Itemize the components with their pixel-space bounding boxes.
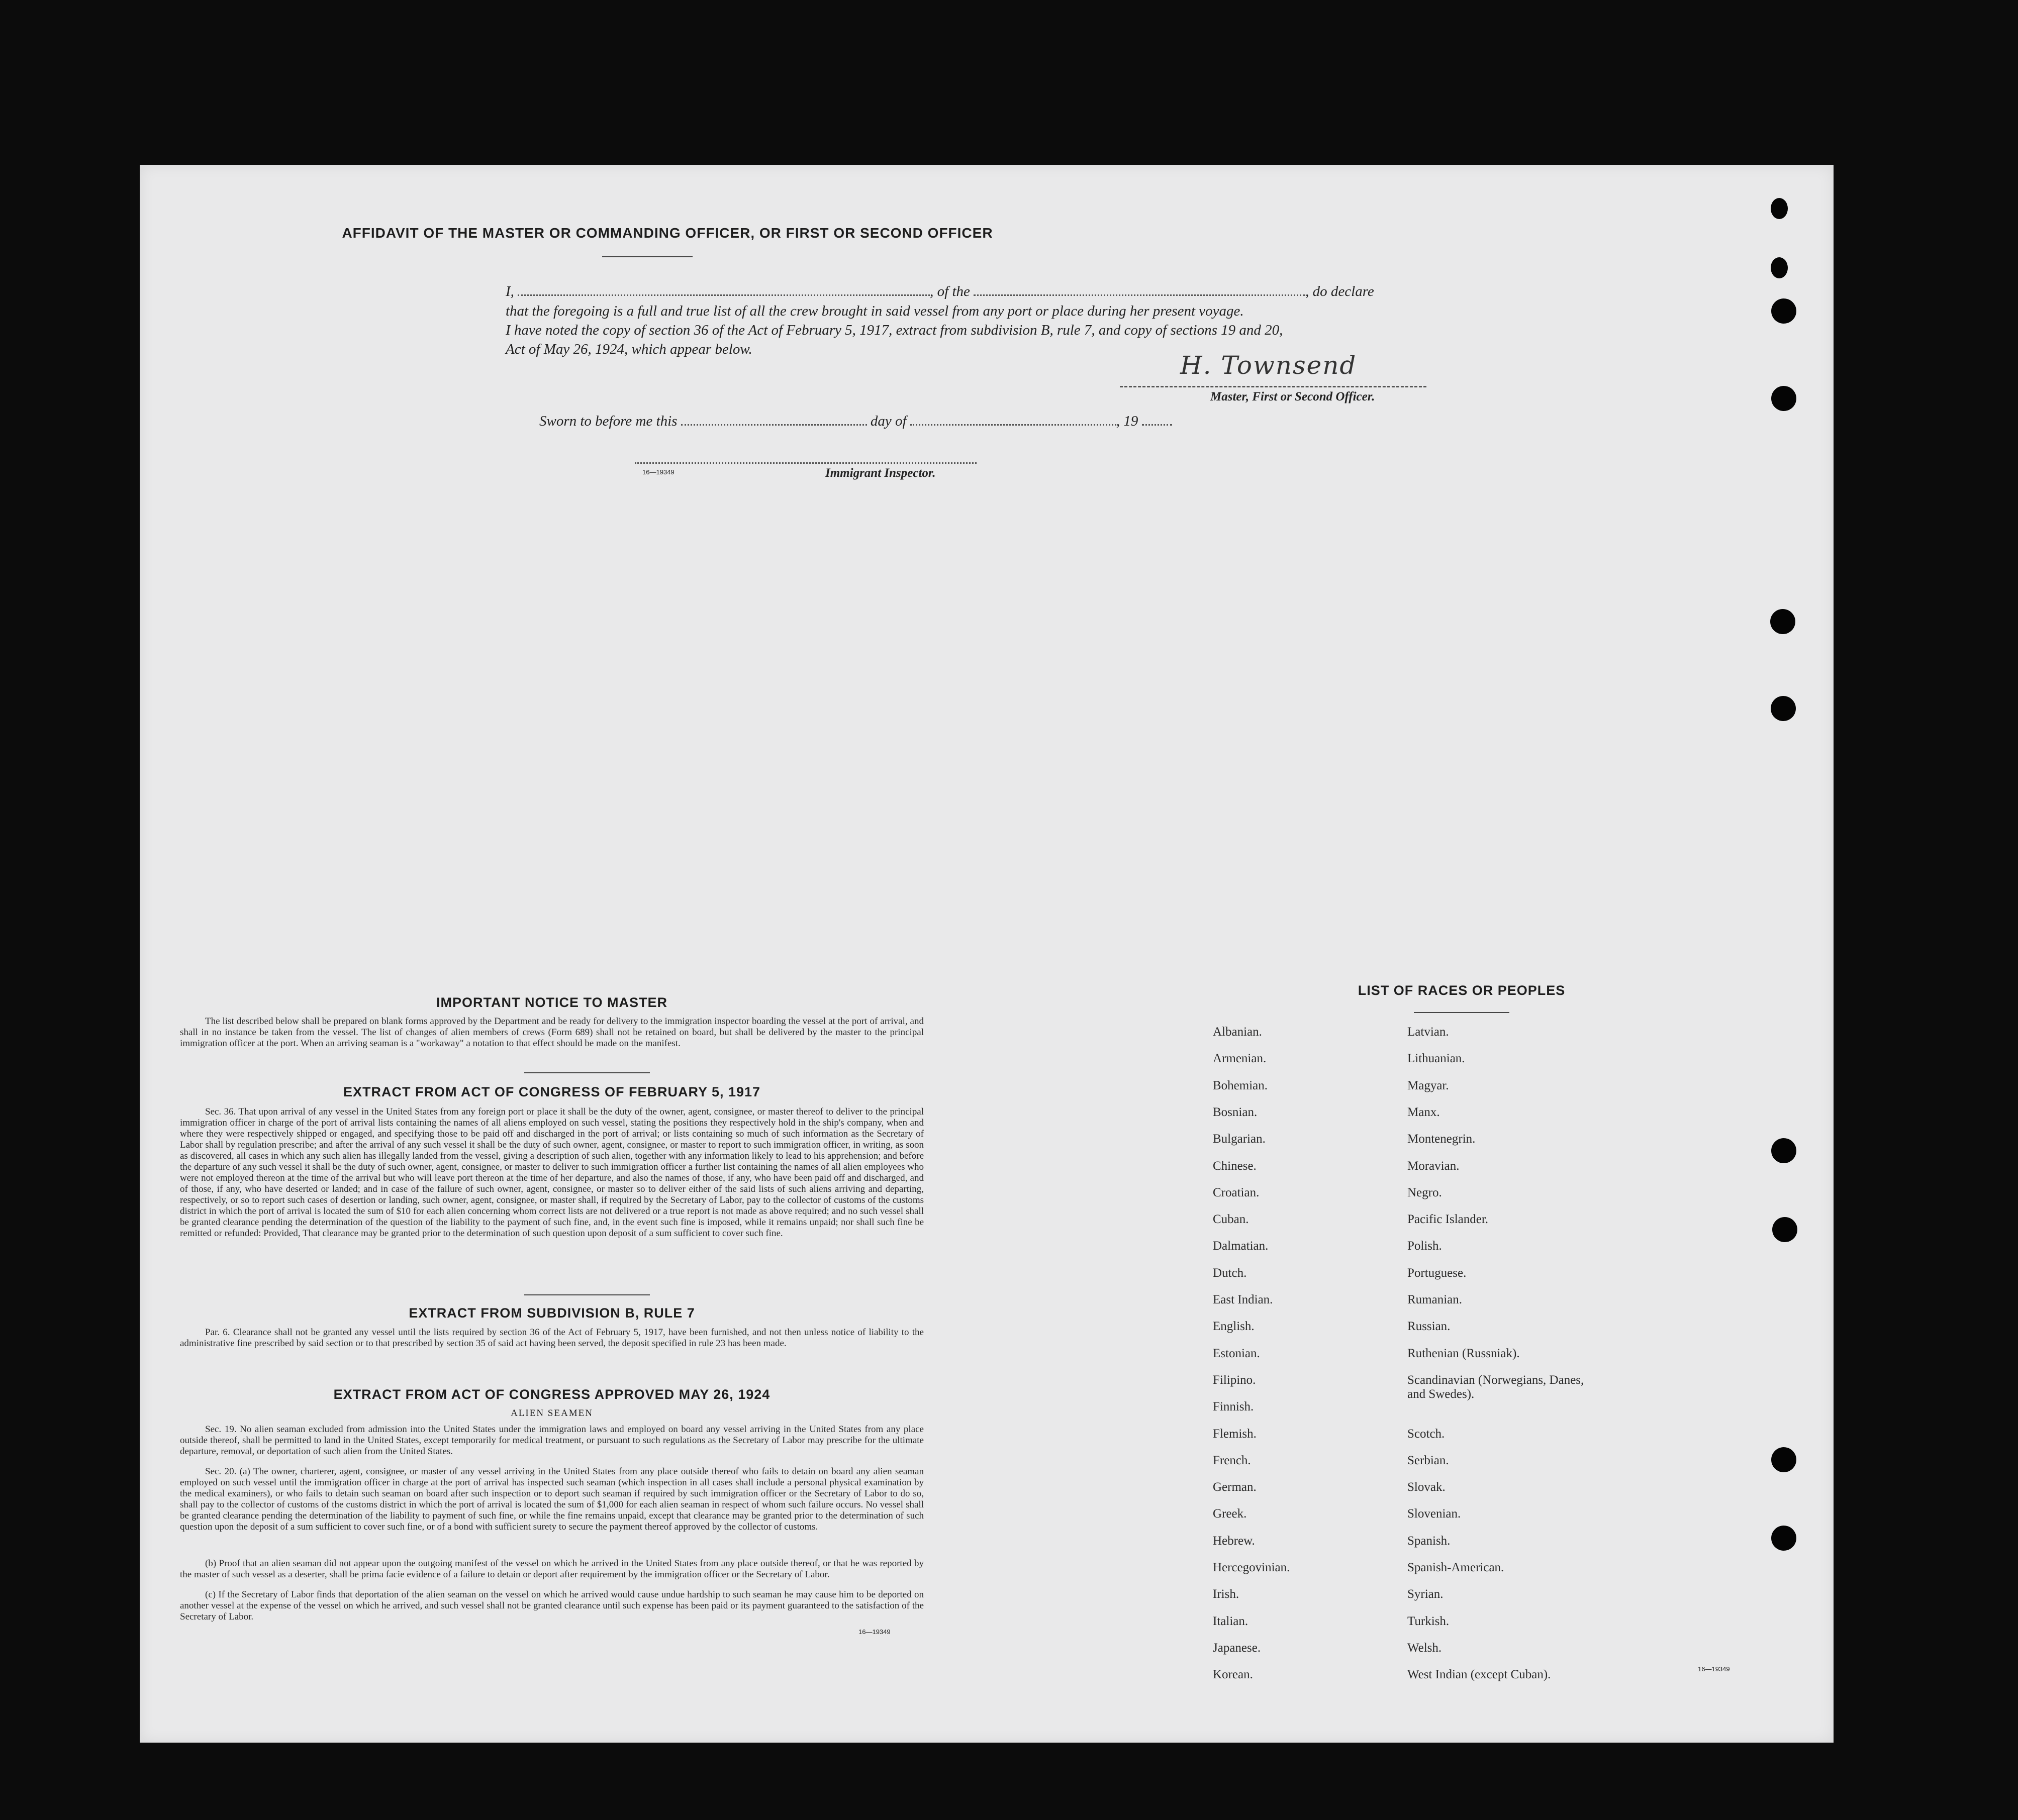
affidavit-form-number: 16—19349: [642, 468, 675, 476]
extract-rule7-body: Par. 6. Clearance shall not be granted any vessel until the lists required by section 36 of the Act of February 5, 1917, have been furnished, and not then unless notice of liability to the administrative fine prescribed by said section or to that prescribed by section 35 of said act having been served, the deposit specified in rule 23 has been made.: [180, 1327, 924, 1349]
affidavit-line1-of-the: , of the: [930, 283, 970, 299]
race-item: Slovak.: [1407, 1480, 1446, 1494]
race-item: Filipino.: [1213, 1373, 1256, 1387]
race-item: German.: [1213, 1480, 1257, 1494]
race-item: East Indian.: [1213, 1293, 1273, 1306]
extract-1924-form-number: 16—19349: [858, 1628, 891, 1636]
races-divider: [1414, 1012, 1509, 1013]
race-item: Irish.: [1213, 1587, 1239, 1601]
sworn-line: [539, 413, 1172, 430]
affidavit-line-2: that the foregoing is a full and true list of all the crew brought in said vessel from any port or place during her present voyage.: [506, 303, 1244, 319]
race-item: Korean.: [1213, 1668, 1253, 1682]
extract-1924-title: EXTRACT FROM ACT OF CONGRESS APPROVED MAY 26, 1924: [333, 1387, 771, 1402]
race-item: Slovenian.: [1407, 1507, 1461, 1521]
affidavit-line1-declare: , do declare: [1305, 283, 1374, 299]
race-item: Cuban.: [1213, 1212, 1249, 1227]
extract-1917-title: EXTRACT FROM ACT OF CONGRESS OF FEBRUARY 5, 1917: [343, 1084, 761, 1099]
affidavit-line-4: Act of May 26, 1924, which appear below.: [506, 341, 752, 357]
race-item: Spanish-American.: [1407, 1561, 1504, 1574]
affidavit-line-1: [506, 283, 1374, 300]
race-item: Estonian.: [1213, 1346, 1260, 1360]
race-item: Bosnian.: [1213, 1105, 1258, 1119]
race-item: Finnish.: [1213, 1400, 1254, 1414]
binder-hole: [1770, 609, 1795, 634]
race-item: Hercegovinian.: [1213, 1561, 1290, 1574]
master-signature: H. Townsend: [1180, 351, 1357, 380]
race-item: English.: [1213, 1320, 1255, 1334]
affidavit-line-3: I have noted the copy of section 36 of the Act of February 5, 1917, extract from subdivision B, rule 7, and copy of sections 19 and 20,: [506, 322, 1283, 338]
sec20c-body: (c) If the Secretary of Labor finds that deportation of the alien seaman on the vessel on which he arrived would cause undue hardship to such seaman he may cause him to be deported on another vessel at the expense of the vessel on which he arrived, and such vessel shall not be granted clearance until such expense has been paid or its payment guaranteed to the satisfaction of the Secretary of Labor.: [180, 1589, 924, 1622]
race-item: Armenian.: [1213, 1052, 1267, 1066]
race-item: Polish.: [1407, 1239, 1442, 1253]
races-title: LIST OF RACES OR PEOPLES: [1358, 983, 1566, 998]
binder-hole: [1771, 696, 1796, 721]
race-item: Turkish.: [1407, 1614, 1450, 1628]
sworn-year-prefix: , 19: [1116, 413, 1138, 429]
binder-hole: [1772, 1217, 1797, 1242]
race-item: Ruthenian (Russniak).: [1407, 1346, 1520, 1360]
race-item: West Indian (except Cuban).: [1407, 1668, 1551, 1682]
binder-hole: [1771, 298, 1796, 324]
officer-name-field[interactable]: [518, 294, 930, 296]
race-item: Spanish.: [1407, 1534, 1451, 1548]
binder-hole: [1771, 1138, 1796, 1163]
race-item: Russian.: [1407, 1320, 1451, 1334]
notice-title: IMPORTANT NOTICE TO MASTER: [436, 995, 667, 1010]
sec19-body: Sec. 19. No alien seaman excluded from admission into the United States under the immigration laws and employed on board any vessel arriving in the United States from any place outside thereof, shall be permitted to land in the United States, except temporarily for medical treatment, or pursuant to such regulations as the Secretary of Labor may prescribe for the ultimate departure, removal, or deportation of such alien from the United States.: [180, 1424, 924, 1457]
extract-1924-subtitle: ALIEN SEAMEN: [511, 1408, 593, 1419]
signature-caption: Master, First or Second Officer.: [1210, 390, 1375, 403]
affidavit-line1-i: I,: [506, 283, 514, 299]
race-item: Italian.: [1213, 1614, 1248, 1628]
sworn-month-field[interactable]: [910, 424, 1116, 426]
sworn-day-of: day of: [870, 413, 907, 429]
race-item: Greek.: [1213, 1507, 1247, 1521]
notice-divider: [524, 1072, 650, 1073]
binder-hole: [1771, 1447, 1796, 1472]
race-item: Moravian.: [1407, 1159, 1460, 1173]
race-item: French.: [1213, 1453, 1251, 1467]
sworn-day-field[interactable]: [681, 424, 867, 426]
race-item: Montenegrin.: [1407, 1132, 1476, 1146]
race-item: Bohemian.: [1213, 1078, 1268, 1092]
race-item: Rumanian.: [1407, 1293, 1463, 1306]
race-item: Latvian.: [1407, 1025, 1449, 1039]
race-item: Syrian.: [1407, 1587, 1444, 1601]
race-item: Scotch.: [1407, 1427, 1445, 1441]
affidavit-divider: [602, 256, 693, 257]
race-item: Lithuanian.: [1407, 1052, 1465, 1066]
race-item: Albanian.: [1213, 1025, 1262, 1039]
race-item: Japanese.: [1213, 1641, 1261, 1655]
race-item: Dalmatian.: [1213, 1239, 1269, 1253]
sworn-text: Sworn to before me this: [539, 413, 678, 429]
sec20a-body: Sec. 20. (a) The owner, charterer, agent, consignee, or master of any vessel arriving in the United States from any place outside thereof who fails to detain on board any alien seaman employed on such vessel until the immigration officer in charge at the port of arrival has inspected such seaman (which inspection in all cases shall include a personal physical examination by the medical examiners), or who fails to detain such seaman on board after such inspection or to deport such seaman if required by such immigration officer or the Secretary of Labor to do so, shall pay to the collector of customs of the customs district in which the port of arrival is located the sum of $1,000 for each alien seaman in respect of whom such failure occurs. No vessel shall be granted clearance pending the determination of the liability to payment of such fine, or while the fine remains unpaid, except that clearance may be granted prior to the determination of such question upon the deposit of a sum sufficient to cover such fine, or of a bond with sufficient surety to secure the payment thereof approved by the collector of customs.: [180, 1466, 924, 1532]
race-item: Flemish.: [1213, 1427, 1257, 1441]
sworn-year-field[interactable]: [1142, 424, 1172, 426]
binder-hole: [1771, 386, 1796, 411]
sec20b-body: (b) Proof that an alien seaman did not appear upon the outgoing manifest of the vessel on which he arrived in the United States from any place outside thereof, or that he was reported by the master of such vessel as a deserter, shall be prima facie evidence of a failure to detain or deport after requirement by the immigration officer or the Secretary of Labor.: [180, 1558, 924, 1580]
race-item: Pacific Islander.: [1407, 1212, 1489, 1227]
extract-rule7-title: EXTRACT FROM SUBDIVISION B, RULE 7: [409, 1305, 695, 1321]
extract-1917-body: Sec. 36. That upon arrival of any vessel in the United States from any foreign port or place it shall be the duty of the owner, agent, consignee, or master thereof to deliver to the principal immigration officer in charge of the port of arrival lists containing the names of all aliens employed on such vessel, stating the positions they respectively hold in the ship's company, when and where they were respectively shipped or engaged, and specifying those to be paid off and discharged in the port of arrival; or lists containing so much of such information as the Secretary of Labor shall by regulation prescribe; and after the arrival of any such vessel it shall be the duty of such owner, agent, consignee, or master to report to such immigration officer, in writing, as soon as discovered, all cases in which any such alien has illegally landed from the vessel, giving a description of such alien, together with any information likely to lead to his apprehension; and before the departure of any such vessel it shall be the duty of such owner, agent, consignee, or master to deliver to such immigration officer a further list containing the names of all alien employees who were not employed thereon at the time of the arrival but who will leave port thereon at the time of her departure, and also the names of those, if any, who have been paid off and discharged, and of those, if any, who have deserted or landed; and in case of the failure of such owner, agent, consignee, or master so to deliver either of the said lists of such aliens arriving and departing, respectively, or so to report such cases of desertion or landing, such owner, agent, consignee, or master shall, if required by the Secretary of Labor, pay to the collector of customs of the customs district in which the port of arrival is located the sum of $10 for each alien concerning whom correct lists are not delivered or a true report is not made as above required; and no such vessel shall be granted clearance pending the determination of the question of the liability to the payment of such fine, and, in the event such fine is imposed, while it remains unpaid; nor shall such fine be remitted or refunded: Provided, That clearance may be granted prior to the determination of such question upon deposit of a sum sufficient to cover such fine.: [180, 1106, 924, 1239]
races-form-number: 16—19349: [1698, 1665, 1730, 1673]
inspector-signature-line: [635, 462, 977, 464]
signature-line: [1120, 386, 1426, 387]
race-item: Dutch.: [1213, 1266, 1247, 1280]
race-item: Negro.: [1407, 1185, 1442, 1199]
race-item: Serbian.: [1407, 1453, 1449, 1467]
affidavit-title: AFFIDAVIT OF THE MASTER OR COMMANDING OFFICER, OR FIRST OR SECOND OFFICER: [342, 225, 993, 241]
binder-hole: [1771, 1526, 1796, 1551]
document-page: [140, 165, 1834, 1743]
race-item: Hebrew.: [1213, 1534, 1255, 1548]
race-item: Magyar.: [1407, 1078, 1449, 1092]
binder-hole: [1771, 257, 1788, 278]
race-item: Bulgarian.: [1213, 1132, 1266, 1146]
race-item: Welsh.: [1407, 1641, 1442, 1655]
race-item: Scandinavian (Norwegians, Danes, and Swedes).: [1407, 1373, 1584, 1401]
vessel-name-field[interactable]: [974, 294, 1305, 296]
race-item: Portuguese.: [1407, 1266, 1467, 1280]
race-item: Croatian.: [1213, 1185, 1260, 1199]
notice-body: The list described below shall be prepared on blank forms approved by the Department and be ready for delivery to the immigration inspector boarding the vessel at the port of arrival, and shall in no instance be taken from the vessel. The list of changes of alien members of crews (Form 689) shall not be retained on board, but shall be delivered by the master to the principal immigration officer at the port. When an arriving seaman is a "workaway" a notation to that effect should be made on the manifest.: [180, 1016, 924, 1049]
race-item: Chinese.: [1213, 1159, 1257, 1173]
inspector-caption: Immigrant Inspector.: [825, 466, 936, 480]
binder-hole: [1771, 198, 1788, 219]
extract-1917-divider: [524, 1294, 650, 1295]
race-item: Manx.: [1407, 1105, 1440, 1119]
